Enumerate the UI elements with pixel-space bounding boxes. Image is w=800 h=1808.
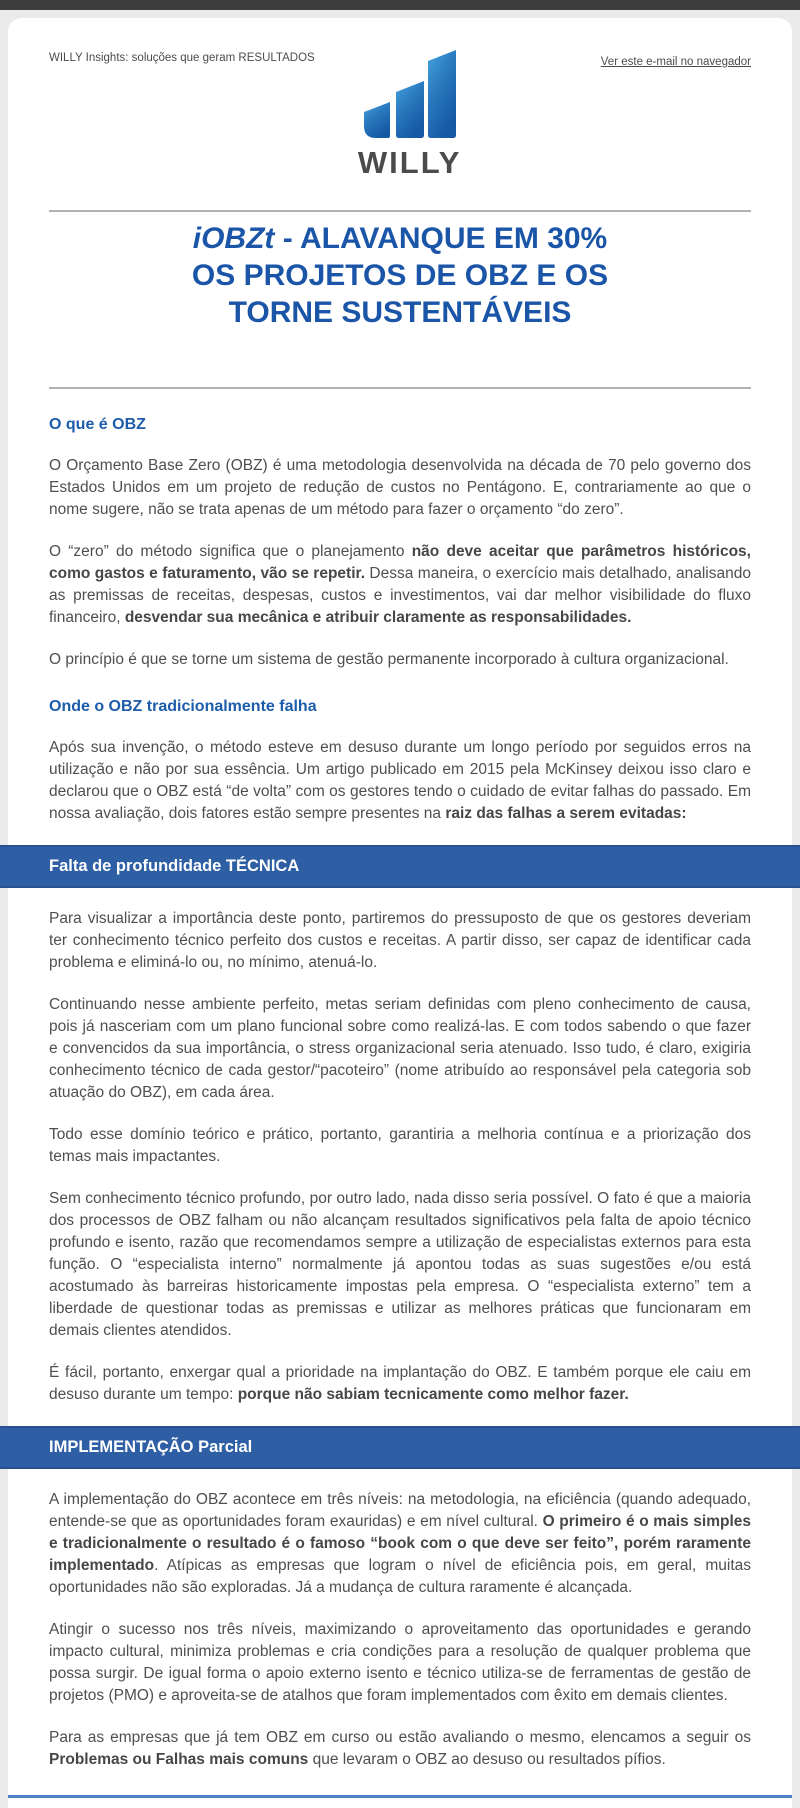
section-heading: Onde o OBZ tradicionalmente falha — [49, 698, 317, 715]
section-banner-title: IMPLEMENTAÇÃO Parcial — [49, 1438, 253, 1456]
paragraph: O Orçamento Base Zero (OBZ) é uma metodologia desenvolvida na década de 70 pelo governo dos Estados Unidos em um projeto de redução de custos no Pentágono. E, contrariamente ao que o nome sugere, não se trata apenas de um método para fazer o orçamento “do zero”. — [49, 457, 751, 518]
article-title — [49, 220, 751, 331]
bar-chart-growth-icon — [362, 46, 458, 140]
logo-wordmark: WILLY — [357, 145, 462, 180]
bold-text: porque não sabiam tecnicamente como melhor fazer. — [237, 1386, 629, 1403]
top-bar — [0, 0, 800, 10]
title-line: OS PROJETOS DE OBZ E OS — [191, 259, 609, 292]
bold-text: desvendar sua mecânica e atribuir claramente as responsabilidades. — [124, 609, 632, 626]
email-card — [8, 18, 792, 1808]
section-banner — [0, 1426, 800, 1469]
section-banner-title: Falta de profundidade TÉCNICA — [49, 857, 300, 875]
section-banner — [0, 845, 800, 888]
bold-text: não deve aceitar que parâmetros históricos, como gastos e faturamento, vão se repetir. — [49, 543, 751, 582]
paragraph: Continuando nesse ambiente perfeito, metas seriam definidas com pleno conhecimento de causa, pois já nasceriam com um plano funcional sobre como realizá-las. E com todos sabendo o que fazer e convencidos da sua importância, o stress organizacional seria atenuado. Isso tudo, é claro, exigiria conhecimento técnico de cada gestor/“pacoteiro” (nome atribuído ao responsável pela categoria sob atuação do OBZ), em cada área. — [49, 996, 751, 1101]
paragraph: Para as empresas que já tem OBZ em curso ou estão avaliando o mesmo, elencamos a seguir os Problemas ou Falhas mais comuns que levaram o OBZ ao desuso ou resultados pífios. — [49, 1729, 751, 1768]
email-header — [49, 18, 751, 180]
paragraph: Para visualizar a importância deste ponto, partiremos do pressuposto de que os gestores deveriam ter conhecimento técnico perfeito dos custos e receitas. A partir disso, ser capaz de identificar cada problema e eliminá-lo ou, no mínimo, atenuá-lo. — [49, 910, 751, 971]
section-heading: O que é OBZ — [49, 416, 146, 433]
title-product-name: iOBZt — [192, 222, 275, 255]
view-in-browser-link[interactable]: Ver este e-mail no navegador — [600, 56, 751, 68]
paragraph: Sem conhecimento técnico profundo, por outro lado, nada disso seria possível. O fato é que a maioria dos processos de OBZ falham ou não alcançam resultados significativos pela falta de apoio técnico profundo e isento, razão que recomendamos sempre a utilização de especialistas externos para esta função. O “especialista interno” normalmente já apontou todas as suas sugestões e/ou está acostumado às barreiras historicamente impostas pela empresa. O “especialista externo” tem a liberdade de questionar todas as premissas e utilizar as melhores práticas que funcionaram em demais clientes atendidos. — [49, 1190, 751, 1339]
company-logo — [315, 46, 505, 180]
bold-text: raiz das falhas a serem evitadas: — [445, 805, 687, 822]
title-line: iOBZt - ALAVANQUE EM 30% — [192, 222, 608, 255]
divider-top — [49, 210, 751, 212]
paragraph: Todo esse domínio teórico e prático, portanto, garantiria a melhoria contínua e a priorização dos temas mais impactantes. — [49, 1126, 751, 1165]
paragraph: Atingir o sucesso nos três níveis, maximizando o aproveitamento das oportunidades e gerando impacto cultural, minimiza problemas e cria condições para a resolução de qualquer problema que possa surgir. De igual forma o apoio externo isento e técnico utiliza-se de ferramentas de gestão de projetos (PMO) e aproveita-se de atalhos que foram implementados com êxito em demais clientes. — [49, 1621, 751, 1704]
article-body — [49, 415, 751, 1771]
paragraph: É fácil, portanto, enxergar qual a prioridade na implantação do OBZ. E também porque ele caiu em desuso durante um tempo: porque não sabiam tecnicamente como melhor fazer. — [49, 1364, 751, 1403]
preheader-text: WILLY Insights: soluções que geram RESULTADOS — [49, 52, 315, 64]
divider-below-title — [49, 387, 751, 389]
bold-text: O primeiro é o mais simples e tradicionalmente o resultado é o famoso “book com o que deve ser feito”, porém raramente implementado — [49, 1513, 752, 1574]
bold-text: Problemas ou Falhas mais comuns — [49, 1751, 309, 1768]
paragraph: A implementação do OBZ acontece em três níveis: na metodologia, na eficiência (quando adequado, entende-se que as oportunidades foram exauridas) e em nível cultural. O primeiro é o mais simples e tradicionalmente o resultado é o famoso “book com o que deve ser feito”, porém raramente implementado. Atípicas as empresas que logram o nível de eficiência pois, em geral, muitas oportunidades não são exploradas. Já a mudança de cultura raramente é alcançada. — [49, 1491, 752, 1596]
paragraph: Após sua invenção, o método esteve em desuso durante um longo período por seguidos erros na utilização e não por sua essência. Um artigo publicado em 2015 pela McKinsey deixou isso claro e declarou que o OBZ está “de volta” com os gestores tendo o cuidado de evitar falhas do passado. Em nossa avaliação, dois fatores estão sempre presentes na raiz das falhas a serem evitadas: — [49, 739, 751, 822]
title-line: TORNE SUSTENTÁVEIS — [228, 296, 572, 329]
paragraph: O princípio é que se torne um sistema de gestão permanente incorporado à cultura organizacional. — [49, 651, 729, 668]
paragraph: O “zero” do método significa que o planejamento não deve aceitar que parâmetros históricos, como gastos e faturamento, vão se repetir. Dessa maneira, o exercício mais detalhado, analisando as premissas de receitas, despesas, custos e investimentos, vai dar melhor visibilidade do fluxo financeiro, desvendar sua mecânica e atribuir claramente as responsabilidades. — [49, 543, 751, 626]
